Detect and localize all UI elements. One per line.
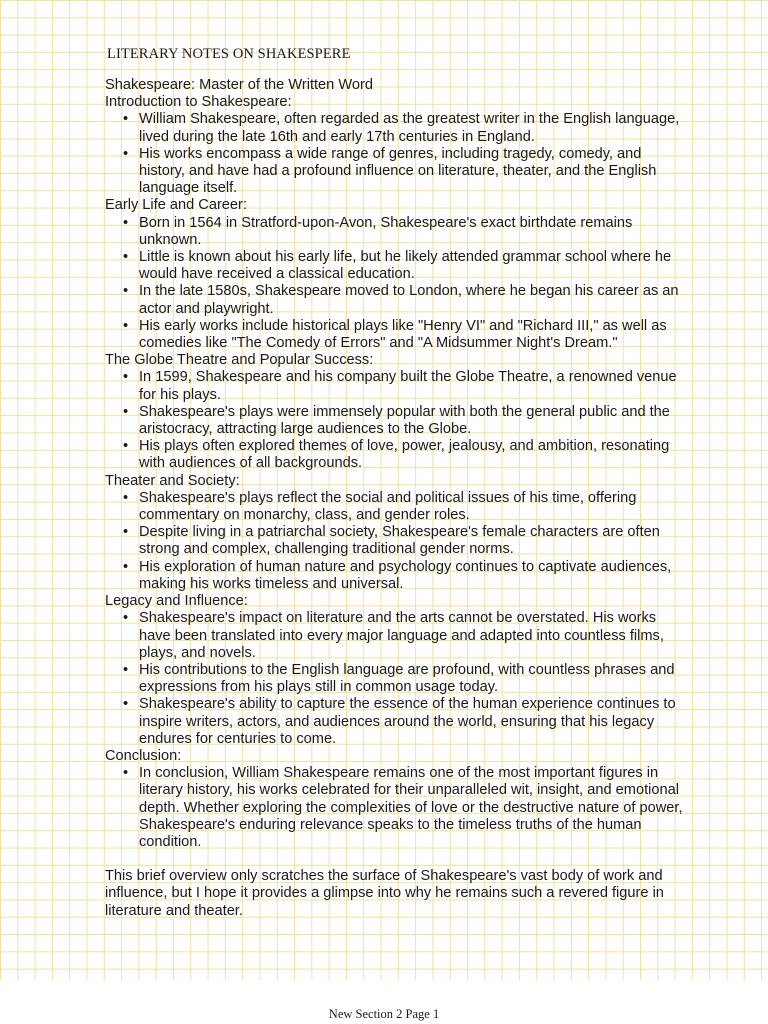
list-item: • Shakespeare's plays reflect the social and political issues of his time, offering commentary on monarchy, class, and gender roles. (139, 490, 685, 524)
document-subtitle: Shakespeare: Master of the Written Word (105, 77, 373, 93)
section-list-introduction (105, 111, 685, 197)
list-item: • In the late 1580s, Shakespeare moved to London, where he began his career as an actor and playwright. (139, 283, 685, 317)
section-heading-conclusion: Conclusion: (105, 747, 182, 764)
list-item: • Despite living in a patriarchal society, Shakespeare's female characters are often strong and complex, challenging traditional gender norms. (139, 524, 685, 558)
section-list-globe-theatre (105, 369, 685, 472)
section-heading-theater-society: Theater and Society: (105, 472, 240, 489)
list-item: • His early works include historical plays like "Henry VI" and "Richard III," as well as comedies like "The Comedy of Errors" and "A Midsummer Night's Dream." (139, 318, 685, 352)
section-heading-introduction: Introduction to Shakespeare: (105, 94, 292, 111)
list-item: • Shakespeare's ability to capture the essence of the human experience continues to inspire writers, actors, and audiences around the world, ensuring that his legacy endures for centuries to come. (139, 696, 685, 748)
section-list-legacy (105, 610, 685, 748)
list-item: • His works encompass a wide range of genres, including tragedy, comedy, and history, and have had a profound influence on literature, theater, and the English language itself. (139, 146, 685, 198)
list-item: • His plays often explored themes of love, power, jealousy, and ambition, resonating with audiences of all backgrounds. (139, 438, 685, 472)
closing-paragraph: This brief overview only scratches the surface of Shakespeare's vast body of work and influence, but I hope it provides a glimpse into why he remains such a revered figure in literature and theater. (105, 868, 664, 919)
notes-body (105, 77, 685, 920)
list-item: • Little is known about his early life, but he likely attended grammar school where he would have received a classical education. (139, 249, 685, 283)
section-heading-globe-theatre: The Globe Theatre and Popular Success: (105, 352, 374, 369)
list-item: • Shakespeare's plays were immensely popular with both the general public and the aristocracy, attracting large audiences to the Globe. (139, 404, 685, 438)
list-item: • His contributions to the English language are profound, with countless phrases and expressions from his plays still in common usage today. (139, 662, 685, 696)
list-item: • William Shakespeare, often regarded as the greatest writer in the English language, lived during the late 16th and early 17th centuries in England. (139, 111, 685, 145)
section-list-conclusion (105, 765, 685, 851)
page-footer: New Section 2 Page 1 (328, 1007, 440, 1021)
list-item: • Born in 1564 in Stratford-upon-Avon, Shakespeare's exact birthdate remains unknown. (139, 215, 685, 249)
list-item: • His exploration of human nature and psychology continues to captivate audiences, making his works timeless and universal. (139, 559, 685, 593)
section-list-theater-society (105, 490, 685, 593)
section-heading-legacy: Legacy and Influence: (105, 593, 248, 610)
list-item: • Shakespeare's impact on literature and the arts cannot be overstated. His works have been translated into every major language and adapted into countless films, plays, and novels. (139, 610, 685, 662)
list-item: • In conclusion, William Shakespeare remains one of the most important figures in literary history, his works celebrated for their unparalleled wit, insight, and emotional depth. Whether exploring the complexities of love or the destructive nature of power, Shakespeare's enduring relevance speaks to the timeless truths of the human condition. (139, 765, 685, 851)
section-heading-early-life: Early Life and Career: (105, 197, 247, 214)
section-list-early-life (105, 215, 685, 353)
list-item: • In 1599, Shakespeare and his company built the Globe Theatre, a renowned venue for his plays. (139, 369, 685, 403)
page-title: LITERARY NOTES ON SHAKESPERE (107, 46, 351, 62)
